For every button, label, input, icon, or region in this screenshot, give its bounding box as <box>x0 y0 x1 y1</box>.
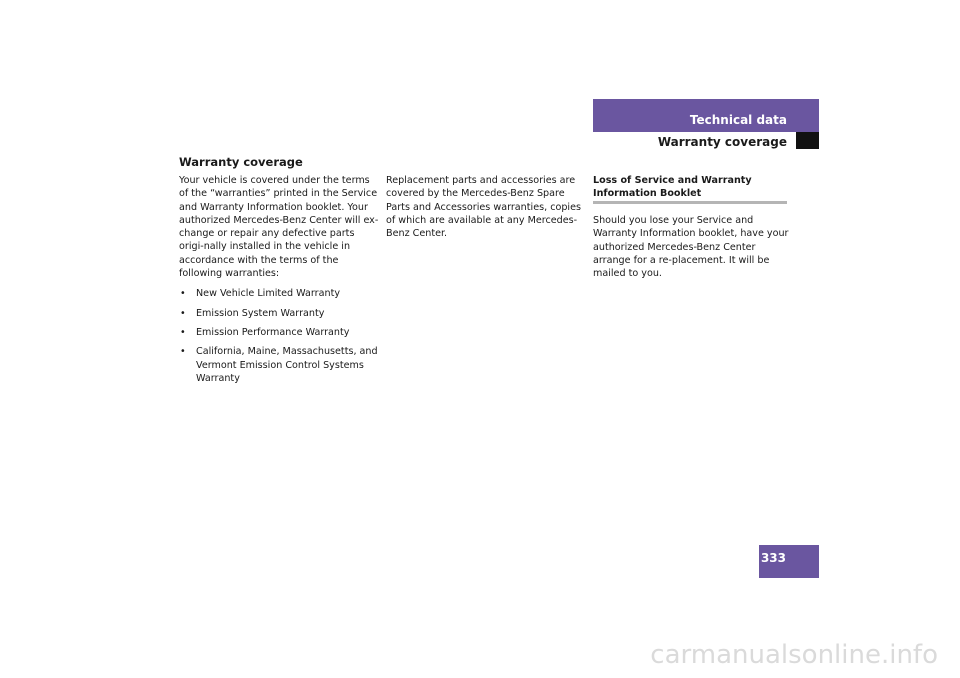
replacement-parts-paragraph: Replacement parts and accessories are covered by the Mercedes-Benz Spare Parts and Accessories warranties, copies of which are available at any Mercedes-Benz Center. <box>386 175 581 240</box>
page-heading: Warranty coverage <box>179 155 303 169</box>
list-item: • New Vehicle Limited Warranty <box>180 288 341 300</box>
list-item: • Emission Performance Warranty <box>180 326 350 338</box>
list-item: • California, Maine, Massachusetts, and Vermont Emission Control Systems Warranty <box>180 346 378 384</box>
bullet-icon: • <box>180 346 186 358</box>
list-item: • Emission System Warranty <box>180 307 325 319</box>
column-3 <box>593 174 789 280</box>
column-2 <box>386 174 582 240</box>
header-bar <box>593 99 819 132</box>
page-number: 333 <box>760 551 786 565</box>
page-number-box <box>759 545 819 578</box>
column-1 <box>179 174 379 391</box>
loss-paragraph: Should you lose your Service and Warranty Information booklet, have your authorized Mercedes-Benz Center arrange for a re-placement. It will be mailed to you. <box>593 215 789 280</box>
chapter-title: Technical data <box>689 113 787 127</box>
subheading-rule <box>593 201 787 204</box>
bullet-icon: • <box>180 307 186 319</box>
subheading: Loss of Service and Warranty Information Booklet <box>593 175 752 199</box>
intro-paragraph: Your vehicle is covered under the terms of the “warranties” printed in the Service and Warranty Information booklet. Your authorized Mercedes-Benz Center will ex-change or repair any defective parts origi-nally installed in the vehicle in accordance with the terms of the following warranties: <box>179 175 379 280</box>
section-title: Warranty coverage <box>657 135 787 149</box>
warranty-list <box>179 287 379 385</box>
bullet-icon: • <box>180 326 186 338</box>
section-marker <box>796 132 819 149</box>
watermark: carmanualsonline.info <box>650 640 938 670</box>
section-tab <box>593 132 819 151</box>
bullet-icon: • <box>180 288 186 300</box>
